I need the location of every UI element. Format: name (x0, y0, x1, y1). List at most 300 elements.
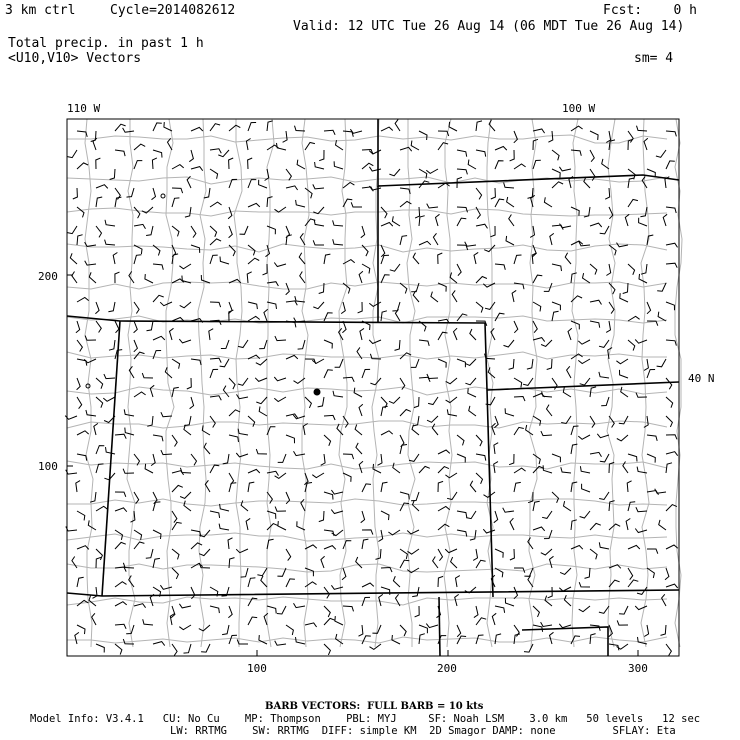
wind-barb (115, 602, 127, 606)
wind-barb (628, 545, 640, 549)
wind-barb (381, 223, 393, 227)
wind-barb (85, 242, 96, 246)
wind-barb (362, 583, 374, 587)
wind-barb (359, 625, 363, 636)
wind-barb (324, 606, 330, 617)
wind-barb (67, 226, 77, 234)
wind-barb (510, 549, 515, 560)
wind-barb (494, 511, 498, 523)
wind-barb (514, 255, 522, 264)
wind-barb (666, 644, 671, 656)
wind-barb (355, 425, 362, 436)
wind-barb (514, 427, 524, 435)
wind-barb (628, 139, 633, 150)
wind-barb (76, 321, 80, 333)
wind-barb (172, 549, 179, 559)
wind-barb (503, 508, 514, 512)
wind-barb (180, 302, 191, 308)
wind-barb (161, 412, 172, 417)
wind-barb (644, 138, 648, 150)
wind-barb (146, 226, 153, 236)
wind-barb (544, 197, 552, 207)
wind-barb (438, 467, 449, 473)
wind-barb (627, 481, 631, 492)
wind-barb (248, 203, 260, 207)
wind-barb (548, 587, 553, 598)
wind-barb (590, 264, 597, 275)
wind-barb (510, 150, 515, 161)
wind-barb (319, 511, 324, 522)
wind-barb (134, 392, 146, 397)
wind-barb (362, 539, 368, 549)
wind-barb (134, 161, 142, 169)
wind-barb (286, 414, 298, 418)
wind-barb (210, 169, 218, 179)
wind-barb (457, 511, 467, 518)
wind-barb (170, 328, 174, 340)
wind-barb (179, 264, 191, 269)
wind-barb (160, 302, 172, 306)
wind-barb (318, 397, 324, 407)
wind-barb (590, 300, 602, 304)
x-tick-200: 200 (437, 662, 457, 675)
wind-barb (514, 468, 526, 473)
wind-barb (180, 492, 191, 498)
wind-barb (256, 449, 267, 454)
wind-barb (191, 226, 196, 238)
wind-barb (495, 161, 504, 169)
wind-barb (494, 443, 498, 454)
wind-barb (343, 541, 351, 549)
state-boundaries (67, 119, 679, 656)
wind-barb (644, 625, 648, 637)
map-frame (67, 119, 679, 656)
wind-barb (628, 200, 638, 208)
wind-barb (96, 197, 102, 207)
wind-barb (223, 386, 229, 397)
wind-barb (286, 492, 290, 504)
wind-barb (411, 359, 419, 367)
wind-barb (305, 397, 311, 408)
wind-barb (359, 271, 363, 283)
wind-barb (191, 543, 202, 549)
wind-barb (115, 321, 119, 333)
wind-barb (571, 546, 583, 550)
wind-barb (77, 340, 82, 352)
wind-barb (590, 634, 596, 644)
wind-barb (77, 397, 82, 409)
wind-barb (247, 272, 252, 283)
wind-barb (77, 511, 85, 520)
wind-barb (438, 549, 443, 561)
lon-label-110w: 110 W (67, 102, 101, 115)
wind-barb (77, 163, 88, 169)
wind-barb (210, 511, 220, 518)
wind-barb (77, 207, 84, 217)
wind-barb (590, 131, 598, 140)
wind-barb (495, 264, 505, 270)
field-title: Total precip. in past 1 h (8, 36, 204, 51)
wind-barb (413, 500, 420, 511)
wind-barb (301, 499, 305, 511)
wind-barb (96, 185, 108, 189)
wind-barb (580, 466, 590, 473)
wind-barb (153, 558, 160, 568)
wind-barb (381, 568, 392, 573)
wind-barb (647, 549, 658, 554)
wind-barb (438, 143, 448, 150)
wind-barb (96, 226, 102, 237)
wind-barb (466, 511, 476, 519)
wind-barb (361, 226, 365, 238)
wind-barb (313, 207, 324, 214)
wind-barb (599, 372, 609, 378)
wind-barb (115, 582, 127, 587)
wind-barb (238, 340, 248, 348)
wind-barb (628, 502, 635, 511)
wind-barb (438, 524, 449, 530)
wind-barb (191, 359, 201, 365)
wind-barb (362, 264, 370, 274)
wind-barb (77, 378, 81, 390)
wind-barb (75, 632, 79, 644)
wind-barb (356, 557, 362, 568)
wind-barb (361, 511, 365, 523)
wind-barb (647, 435, 657, 441)
wind-barb (666, 340, 676, 346)
wind-barb (110, 169, 115, 180)
wind-barb (313, 240, 324, 245)
wind-barb (147, 416, 153, 426)
wind-barb (321, 454, 325, 465)
wind-barb (550, 233, 554, 245)
wind-barb (179, 604, 191, 608)
wind-barb (342, 568, 346, 580)
wind-barb (324, 546, 336, 550)
wind-barb (152, 158, 157, 169)
wind-barb (470, 530, 476, 540)
wind-barb (172, 522, 182, 530)
wind-barb (96, 378, 103, 389)
wind-barb (578, 435, 590, 439)
wind-barb (246, 139, 250, 151)
wind-barb (274, 377, 286, 381)
wind-barb (336, 140, 344, 150)
wind-barb (578, 340, 590, 344)
wind-barb (381, 511, 389, 520)
wind-barb (620, 370, 629, 378)
wind-barb (414, 397, 419, 408)
wind-barb (411, 492, 419, 501)
wind-barb (184, 501, 191, 511)
wind-barb (228, 538, 233, 549)
wind-barb (115, 624, 126, 629)
wind-barb (457, 435, 464, 445)
wind-barb (637, 467, 647, 473)
wind-barb (552, 182, 563, 188)
wind-barb (647, 370, 655, 379)
wind-barb (343, 377, 354, 382)
wind-barb (229, 158, 234, 169)
field-subtitle: <U10,V10> Vectors (8, 51, 142, 66)
wind-barb (77, 298, 89, 303)
wind-barb (248, 123, 256, 132)
wind-barb (564, 501, 572, 511)
wind-barb (590, 321, 600, 328)
wind-barb (452, 290, 457, 302)
wind-barb (220, 257, 229, 265)
wind-barb (228, 207, 232, 219)
wind-barb (427, 416, 438, 422)
wind-barb (324, 313, 333, 321)
wind-barb (548, 131, 552, 142)
wind-barb (248, 617, 257, 625)
wind-barb (72, 557, 77, 569)
wind-barb (362, 597, 370, 606)
wind-barb (504, 183, 514, 189)
wind-barb (104, 374, 115, 379)
wind-barb (172, 644, 177, 656)
wind-barb (533, 321, 537, 333)
wind-barb (172, 165, 184, 169)
wind-barb (457, 264, 461, 276)
wind-barb (275, 473, 286, 478)
wind-barb (153, 295, 164, 302)
wind-barb (561, 467, 571, 473)
wind-barb (134, 207, 140, 218)
wind-barb (298, 340, 305, 349)
wind-barb (468, 160, 476, 169)
wind-barb (229, 378, 235, 389)
wind-barb (286, 301, 297, 305)
wind-barb (400, 625, 406, 636)
wind-barb (619, 416, 628, 424)
wind-barb (411, 141, 419, 150)
wind-barb (666, 131, 676, 136)
wind-barb (172, 435, 177, 447)
wind-barb (432, 424, 438, 435)
wind-barb (160, 585, 172, 589)
wind-barb (409, 454, 419, 461)
wind-barb (457, 636, 466, 644)
wind-barb (115, 644, 122, 655)
wind-barb (628, 264, 635, 275)
wind-barb (76, 481, 80, 492)
wind-barb (134, 530, 142, 540)
wind-barb (275, 507, 286, 512)
wind-barb (494, 416, 498, 428)
wind-barb (457, 169, 467, 174)
wind-barb (438, 253, 443, 264)
wind-barb (354, 388, 362, 397)
wind-barb (447, 492, 457, 500)
wind-barb (590, 452, 602, 456)
wind-barb (528, 576, 533, 588)
wind-barb (172, 198, 179, 207)
wind-barb (400, 560, 409, 568)
wind-barb (238, 378, 248, 385)
wind-barb (77, 235, 83, 245)
wind-barb (455, 594, 459, 606)
wind-barb (666, 243, 678, 247)
wind-barb (305, 623, 317, 627)
wind-barb (134, 542, 144, 549)
wind-barb (378, 530, 382, 542)
wind-barb (210, 369, 218, 378)
wind-barb (324, 492, 333, 500)
wind-barb (315, 162, 324, 169)
wind-barb (476, 435, 482, 446)
wind-barb (125, 428, 134, 435)
wind-barb (605, 188, 610, 199)
wind-barb (666, 378, 672, 389)
wind-barb (184, 644, 192, 653)
wind-barb (324, 587, 329, 598)
wind-barb (210, 124, 220, 131)
wind-barb (542, 511, 552, 518)
wind-barb (108, 302, 115, 312)
wind-barb (261, 576, 267, 587)
wind-barb (223, 454, 229, 464)
wind-barb (666, 463, 672, 473)
wind-barb (599, 340, 609, 347)
wind-barb (571, 273, 577, 283)
wind-barb (103, 397, 115, 401)
wind-barb (389, 169, 400, 176)
wind-barb (495, 199, 504, 207)
wind-barb (201, 644, 210, 652)
wind-barb (413, 253, 419, 264)
wind-barb (509, 359, 514, 369)
wind-barb (431, 292, 438, 302)
wind-barb (238, 429, 248, 435)
wind-barb (324, 415, 335, 420)
wind-barb (145, 274, 153, 283)
wind-barb (351, 202, 362, 207)
wind-barb (533, 501, 540, 511)
wind-barb (96, 557, 101, 568)
wind-barb (93, 138, 97, 150)
wind-barb (286, 169, 291, 180)
wind-barb (362, 636, 371, 644)
wind-barb (666, 397, 673, 408)
wind-barb (96, 397, 103, 408)
wind-barb (199, 549, 210, 556)
wind-barb (381, 431, 393, 435)
wind-barb (210, 149, 221, 153)
wind-barb (96, 464, 104, 473)
wind-barb (180, 468, 191, 473)
wind-barb (666, 207, 676, 213)
wind-barb (324, 340, 332, 349)
wind-barb (324, 254, 330, 264)
wind-barb (229, 635, 237, 644)
wind-barb (628, 580, 638, 587)
wind-barb (134, 255, 141, 264)
wind-barb (324, 435, 331, 446)
wind-barb (294, 451, 306, 455)
wind-barb (400, 410, 411, 417)
wind-barb (494, 462, 498, 473)
wind-barb (665, 568, 669, 580)
wind-barb (474, 252, 478, 264)
wind-barb (506, 236, 514, 245)
wind-barb (456, 576, 460, 587)
wind-barb (172, 226, 179, 236)
wind-barb (663, 214, 667, 226)
wind-barb (492, 613, 496, 625)
wind-barb (628, 340, 635, 351)
wind-barb (666, 302, 675, 310)
wind-barb (400, 549, 407, 559)
wind-barb (457, 454, 465, 463)
wind-barb (617, 435, 628, 441)
wind-barb (115, 272, 120, 283)
wind-barb (219, 524, 229, 530)
wind-barb (552, 454, 560, 462)
wind-barb (77, 431, 89, 435)
wind-barb (381, 127, 393, 131)
wind-barb (267, 524, 278, 530)
wind-barb (599, 492, 609, 500)
wind-barb (96, 644, 104, 653)
wind-barb (426, 169, 438, 173)
wind-barb (209, 329, 213, 340)
wind-barb (335, 616, 343, 625)
wind-barb (514, 131, 518, 143)
wind-barb (505, 408, 514, 416)
wind-barb (123, 469, 134, 474)
open-circle-marker (161, 194, 165, 198)
wind-barb (172, 188, 183, 193)
wind-barb (547, 405, 553, 416)
wind-barb (256, 359, 267, 365)
wind-barb (476, 454, 486, 461)
wind-barb (657, 359, 666, 367)
wind-barb (533, 416, 541, 426)
wind-barb (470, 481, 476, 492)
wind-barb (474, 606, 478, 618)
wind-barb (541, 622, 552, 626)
wind-barb (580, 378, 590, 385)
wind-barb (210, 606, 219, 613)
wind-barb (476, 302, 483, 313)
wind-barb (199, 530, 210, 537)
wind-barb (590, 387, 596, 397)
wind-barb (153, 264, 163, 270)
wind-barb (381, 482, 388, 492)
wind-barb (153, 642, 165, 646)
wind-barb (96, 446, 104, 454)
wind-barb (210, 302, 221, 307)
wind-barb (533, 338, 545, 342)
wind-barb (378, 454, 383, 465)
wind-barb (512, 290, 516, 302)
wind-barb (127, 188, 135, 197)
wind-barb (96, 158, 101, 169)
wind-barb (438, 481, 443, 492)
wind-barb (504, 340, 515, 347)
wind-barb (392, 216, 400, 226)
wind-barb (229, 483, 236, 492)
wind-barb (476, 188, 482, 199)
wind-barb (210, 358, 221, 362)
wind-barb (297, 160, 305, 169)
wind-barb (324, 370, 333, 378)
wind-barb (321, 556, 325, 568)
wind-barb (153, 435, 163, 441)
wind-barb (659, 520, 666, 530)
